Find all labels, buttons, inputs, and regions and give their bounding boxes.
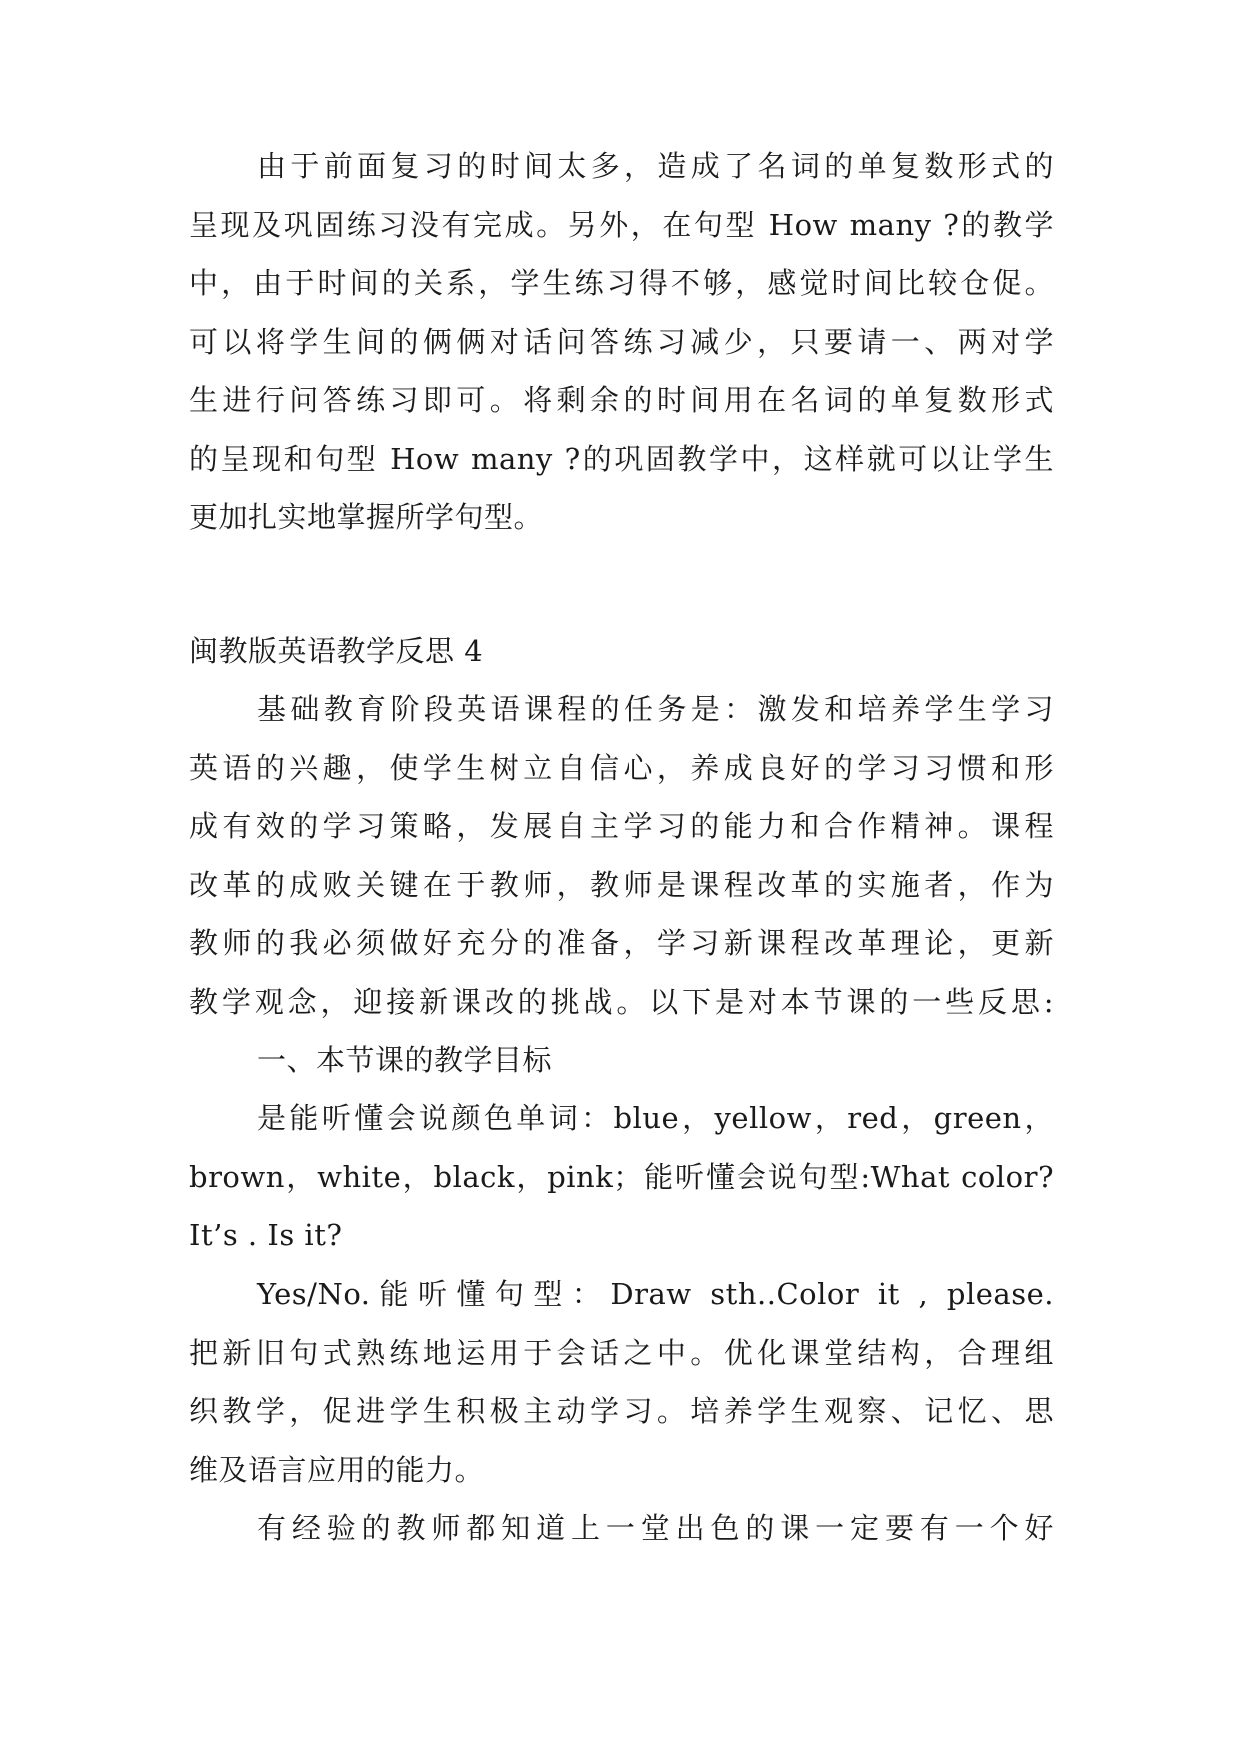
paragraph-line: 是能听懂会说颜色单词：blue，yellow，red，green，	[257, 1101, 1054, 1135]
paragraph-line: brown，white，black，pink；能听懂会说句型:What color?	[189, 1159, 1054, 1194]
paragraph-line: 中，由于时间的关系，学生练习得不够，感觉时间比较仓促。	[189, 266, 1054, 300]
paragraph-line: Yes/No.能听懂句型：Draw sth..Color it , please.	[257, 1277, 1054, 1311]
paragraph-sentence-patterns	[189, 1265, 1054, 1499]
paragraph-line: 成有效的学习策略，发展自主学习的能力和合作精神。课程	[189, 809, 1054, 843]
paragraph-line: 的呈现和句型 How many ?的巩固教学中，这样就可以让学生	[189, 441, 1054, 476]
heading-text: 一、本节课的教学目标	[257, 1043, 553, 1077]
paragraph-line: 更加扎实地掌握所学句型。	[189, 500, 544, 534]
paragraph-experienced-teachers	[189, 1499, 1054, 1558]
paragraph-line: 可以将学生间的俩俩对话问答练习减少，只要请一、两对学	[189, 324, 1054, 359]
paragraph-curriculum-task	[189, 680, 1054, 1031]
section-title-text: 闽教版英语教学反思 4	[189, 634, 484, 668]
paragraph-line: 教师的我必须做好充分的准备，学习新课程改革理论，更新	[189, 926, 1054, 960]
paragraph-line: 呈现及巩固练习没有完成。另外，在句型 How many ?的教学	[189, 207, 1054, 242]
paragraph-line: 英语的兴趣，使学生树立自信心，养成良好的学习习惯和形	[189, 750, 1054, 785]
paragraph-color-words	[189, 1089, 1054, 1265]
paragraph-line: 维及语言应用的能力。	[189, 1452, 485, 1487]
paragraph-line: 有经验的教师都知道上一堂出色的课一定要有一个好	[257, 1511, 1054, 1545]
paragraph-review-time	[189, 137, 1054, 547]
paragraph-line: 基础教育阶段英语课程的任务是：激发和培养学生学习	[257, 692, 1054, 726]
section-title	[189, 622, 1054, 681]
paragraph-line: 由于前面复习的时间太多，造成了名词的单复数形式的	[257, 149, 1054, 183]
paragraph-line: 生进行问答练习即可。将剩余的时间用在名词的单复数形式	[189, 383, 1054, 417]
paragraph-line: 教学观念，迎接新课改的挑战。以下是对本节课的一些反思:	[189, 984, 1054, 1019]
heading-teaching-goals	[189, 1031, 1054, 1090]
paragraph-line: It’s . Is it?	[189, 1218, 343, 1252]
paragraph-line: 改革的成败关键在于教师，教师是课程改革的实施者，作为	[189, 867, 1054, 902]
paragraph-line: 把新旧句式熟练地运用于会话之中。优化课堂结构，合理组	[189, 1335, 1054, 1370]
paragraph-line: 织教学，促进学生积极主动学习。培养学生观察、记忆、思	[189, 1394, 1054, 1428]
